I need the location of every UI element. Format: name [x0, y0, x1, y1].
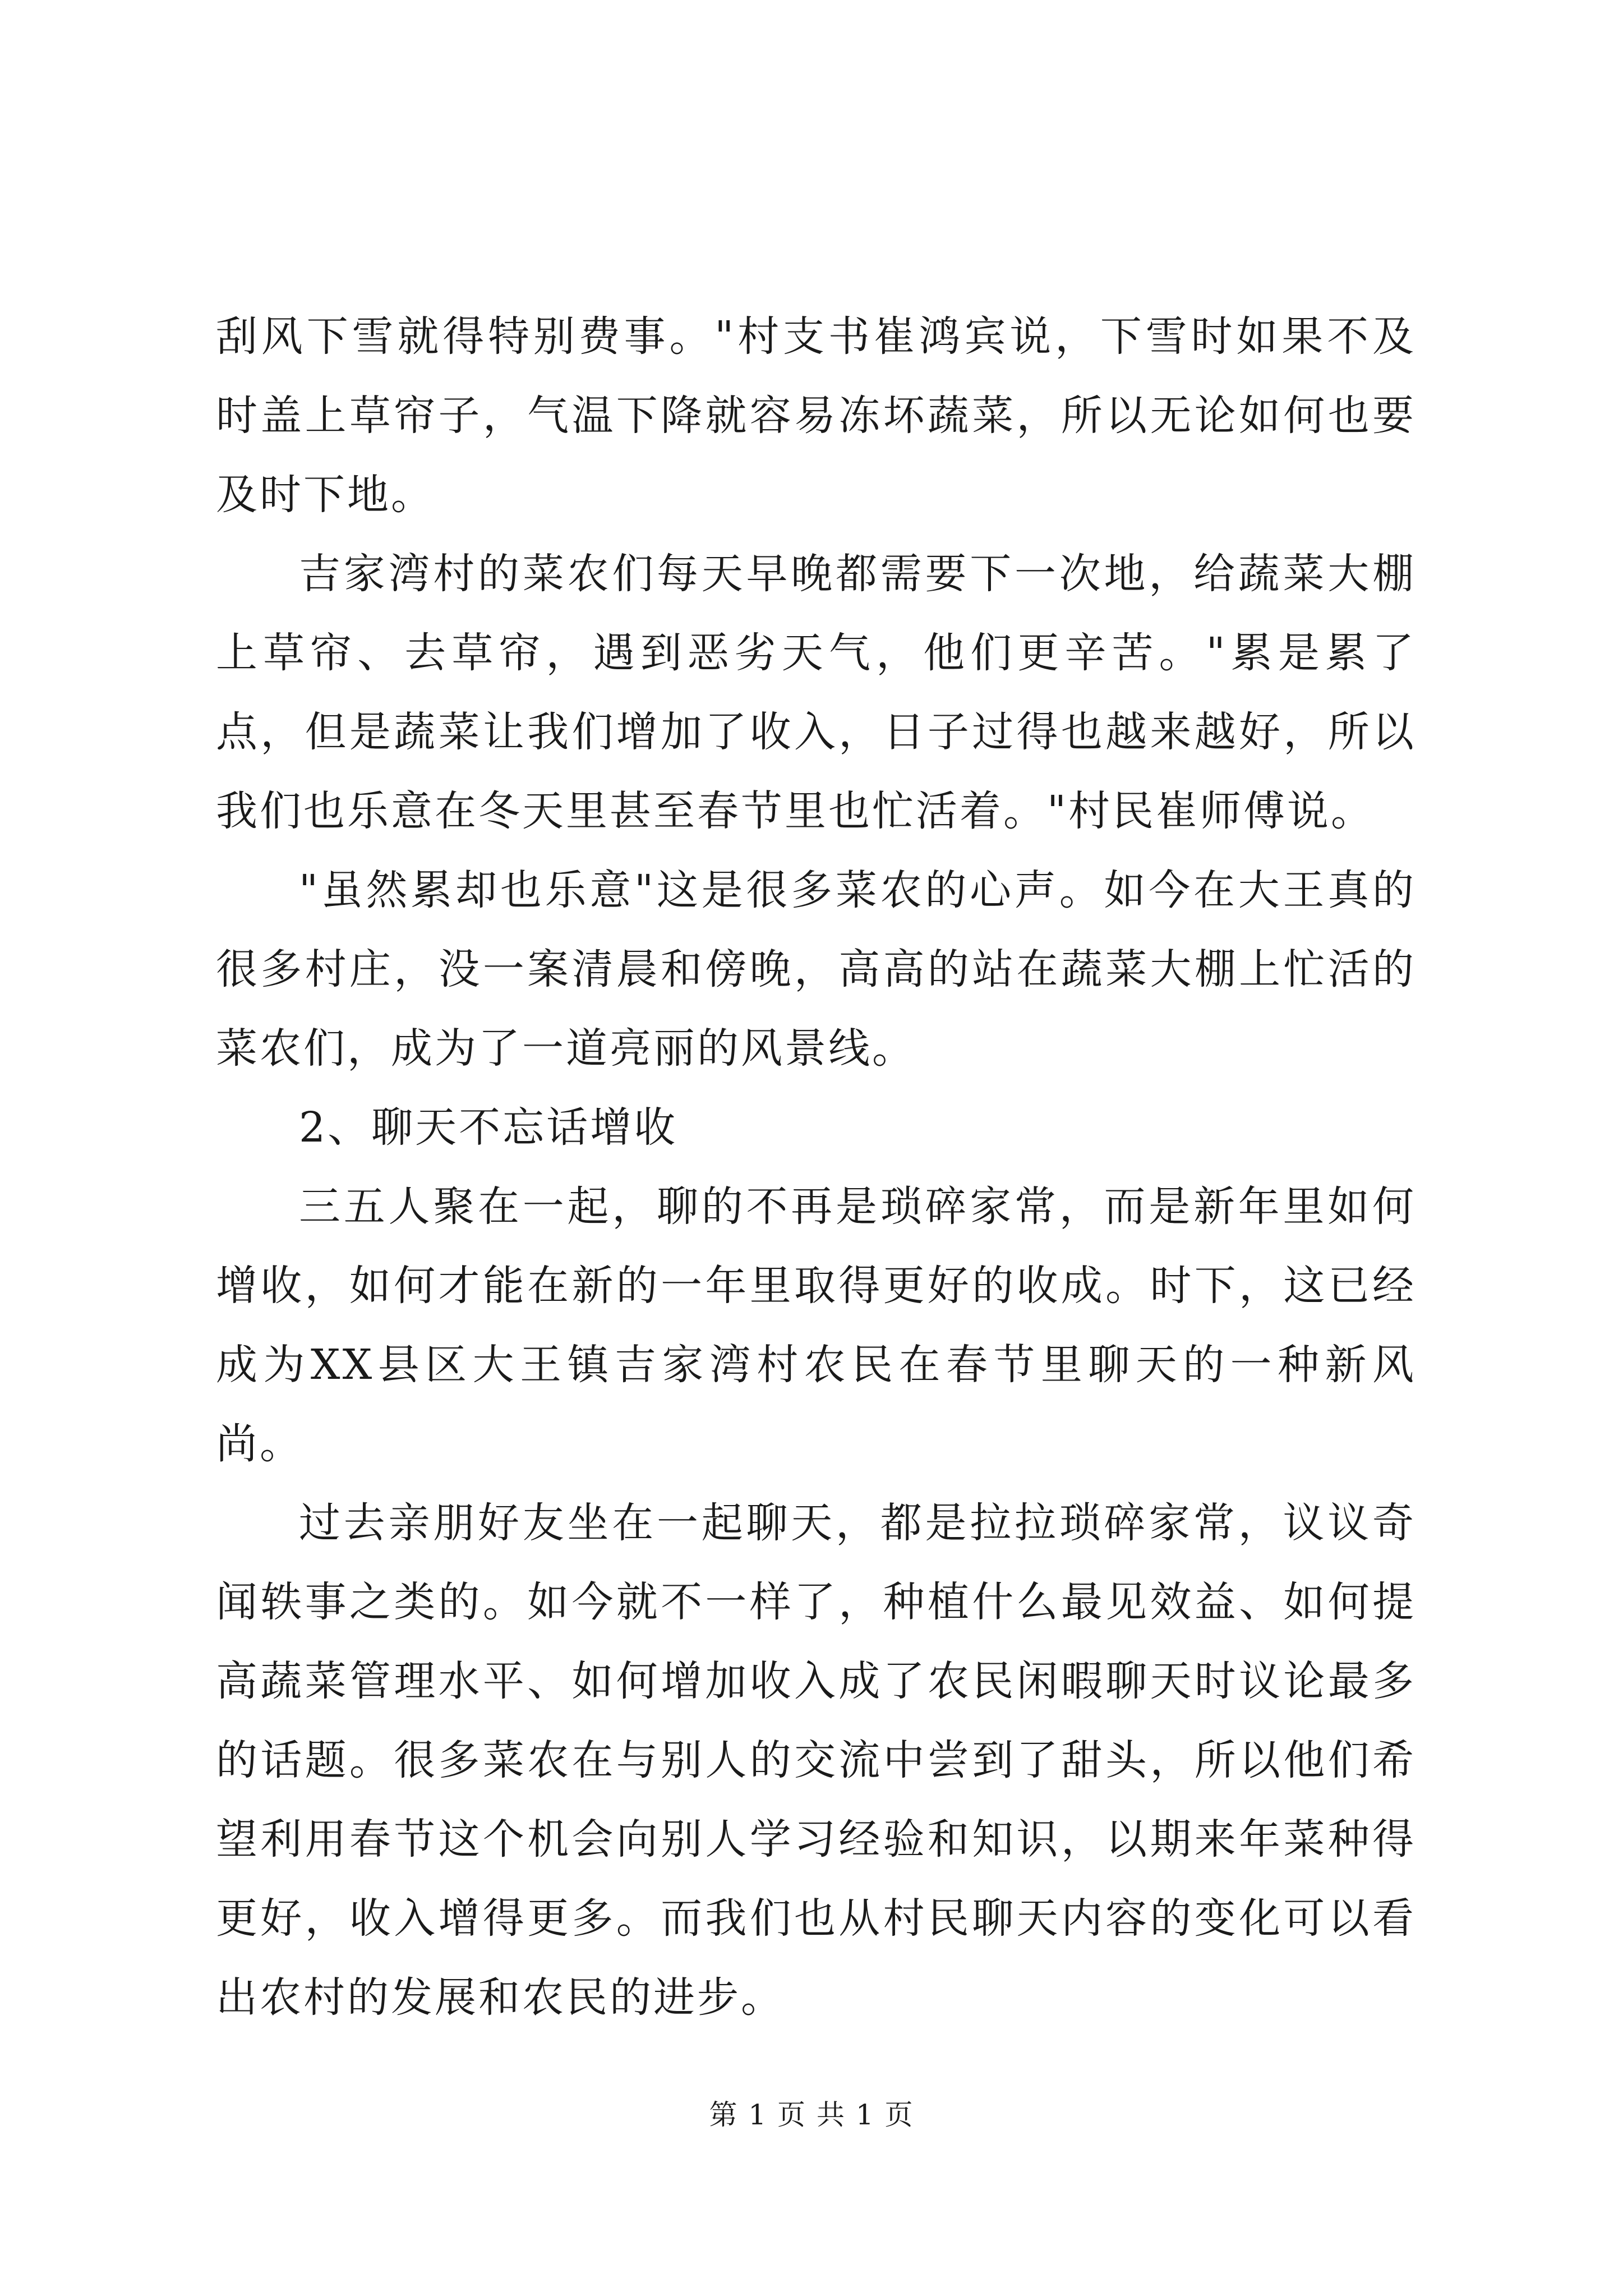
document-body — [216, 297, 1416, 2037]
paragraph-vegetable-farmers: 吉家湾村的菜农们每天早晚都需要下一次地，给蔬菜大棚上草帘、去草帘，遇到恶劣天气，他们更辛苦。"累是累了点，但是蔬菜让我们增加了收入，日子过得也越来越好，所以我们也乐意在冬天里甚至春节里也忙活着。"村民崔师傅说。 — [216, 550, 1416, 835]
paragraph-tired-but-willing: "虽然累却也乐意"这是很多菜农的心声。如今在大王真的很多村庄，没一案清晨和傍晚，高高的站在蔬菜大棚上忙活的菜农们，成为了一道亮丽的风景线。 — [216, 866, 1416, 1073]
paragraph-continuation: 刮风下雪就得特别费事。"村支书崔鸿宾说，下雪时如果不及时盖上草帘子，气温下降就容易冻坏蔬菜，所以无论如何也要及时下地。 — [216, 312, 1416, 519]
paragraph-past-and-present: 过去亲朋好友坐在一起聊天，都是拉拉琐碎家常，议议奇闻轶事之类的。如今就不一样了，种植什么最见效益、如何提高蔬菜管理水平、如何增加收入成了农民闲暇聊天时议论最多的话题。很多菜农在与别人的交流中尝到了甜头，所以他们希望利用春节这个机会向别人学习经验和知识，以期来年菜种得更好，收入增得更多。而我们也从村民聊天内容的变化可以看出农村的发展和农民的进步。 — [216, 1499, 1416, 2022]
page-footer: 第 1 页 共 1 页 — [709, 2099, 914, 2131]
paragraph-chat-about-income: 三五人聚在一起，聊的不再是琐碎家常，而是新年里如何增收，如何才能在新的一年里取得更好的收成。时下，这已经成为XX县区大王镇吉家湾村农民在春节里聊天的一种新风尚。 — [216, 1182, 1416, 1468]
section-heading: 2、聊天不忘话增收 — [299, 1103, 678, 1152]
